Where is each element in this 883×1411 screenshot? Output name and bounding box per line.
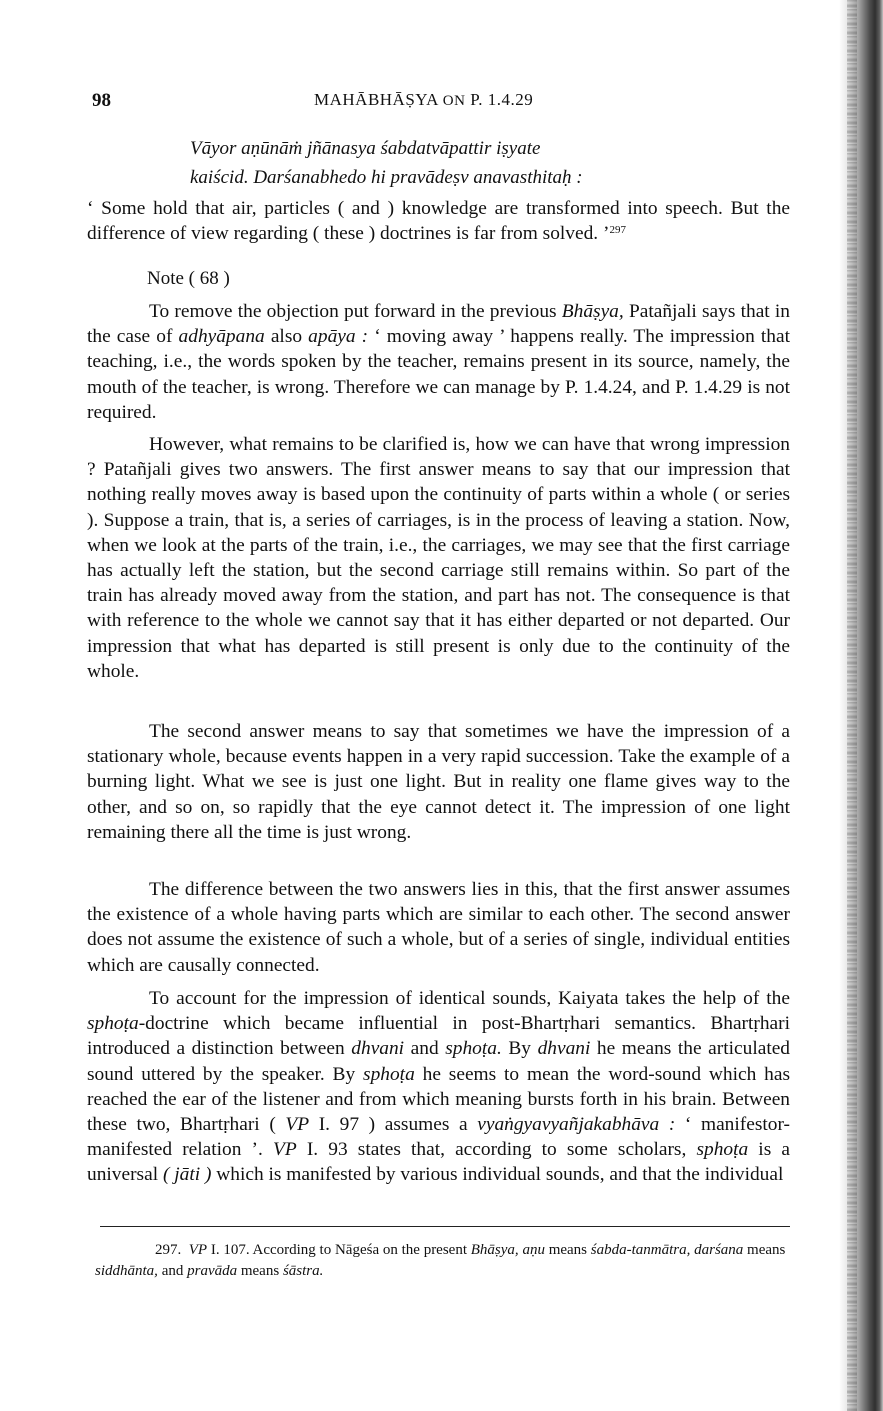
p5-text-m: I. 97 ) assumes a (309, 1114, 478, 1136)
p5-term-vp-2: VP (273, 1139, 297, 1161)
p1-text-c: Patañjali says that in the case of (87, 301, 790, 348)
p5-text-u: which is manifested by various individual sounds, and that the individual (211, 1164, 784, 1186)
p5-term-sphota-3: sphoṭa (363, 1063, 415, 1085)
p5-term-sphota-4: sphoṭa (696, 1139, 749, 1161)
p5-text-i: he means the articulated sound uttered by the speaker. By (87, 1038, 791, 1085)
paragraph-3: The second answer means to say that sometimes we have the impression of a stationary whole, because events happen in a very rapid succession. Take the example of a burning light. What we see is just one light. But in reality one flame gives way to the other, and so on, so rapidly that the eye cannot detect it. The impression of one light remaining there all the time is just wrong. (87, 721, 790, 843)
p5-text-c: -doctrine which became influential in post-Bhartṛhari semantics. Bhartṛhari introduced a distinction between (87, 1013, 790, 1060)
translation-text: ‘ Some hold that air, particles ( and ) knowledge are transformed into speech. But the difference of view regarding ( these ) doctrines is far from solved. ’ (87, 198, 790, 245)
fn-term-vp: VP (188, 1242, 208, 1258)
p1-term-adhyapana: adhyāpana (178, 326, 265, 348)
verse-line-2: kaiścid. Darśanabhedo hi pravādeṣv anavasthitaḥ : (190, 167, 583, 188)
fn-term-darsana: darśana (694, 1242, 744, 1258)
paragraph-4: The difference between the two answers lies in this, that the first answer assumes the existence of a whole having parts which are similar to each other. The second answer does not assume the existence of such a whole, but of a series of single, individual entities which are causally connected. (87, 879, 790, 976)
p1-text-g: ‘ moving away ’ happens really. The impression that teaching, i.e., the words spoken by the teacher, remains present in its source, namely, the mouth of the teacher, is wrong. Therefore we can manage by P. 1.4.24, and P. 1.4.29 is not required. (87, 326, 790, 423)
page-number: 98 (92, 90, 111, 111)
paragraph-2: However, what remains to be clarified is, how we can have that wrong impression ? Patañjali gives two answers. The first answer means to say that our impression that nothing really moves away is based upon the continuity of parts within a whole ( or series ). Suppose a train, that is, a series of carriages, is in the process of leaving a station. Now, when we look at the parts of the train, i.e., the carriages, we may see that the first carriage has actually left the station, but the second carriage still remains within. So part of the train has already moved away from the station, and part has not. The consequence is that with reference to the whole we cannot say that it has either departed or not departed. Our impression that what has departed is still present is only due to the continuity of the whole. (87, 434, 790, 682)
p1-term-bhasya: Bhāṣya, (561, 301, 624, 322)
footnote-297 (95, 1240, 795, 1282)
p1-text-a: To remove the objection put forward in the previous (149, 301, 562, 322)
p5-term-jati: ( jāti ) (162, 1164, 212, 1186)
running-head (314, 90, 533, 110)
fn-term-sabdatanmatra: śabda-tanmātra, (590, 1242, 691, 1258)
fn-term-anu: aṇu (522, 1242, 545, 1258)
verse-line-1: Vāyor aṇūnāṁ jñānasya śabdatvāpattir iṣyate (190, 138, 541, 159)
p5-term-vp: VP (285, 1114, 310, 1136)
paragraph-5 (87, 986, 790, 1188)
fn-term-pravada: pravāda (187, 1263, 238, 1279)
p1-term-apaya: apāya : (308, 326, 369, 348)
p5-term-dhvani-2: dhvani (537, 1038, 591, 1060)
fn-text-l: and (157, 1263, 188, 1279)
running-head-on: ON (442, 93, 466, 109)
p5-text-a: To account for the impression of identical sounds, Kaiyata takes the help of the (149, 988, 790, 1009)
verse-translation (87, 196, 790, 247)
fn-text-j: means (743, 1242, 786, 1258)
p5-term-dhvani: dhvani (351, 1038, 405, 1060)
p5-term-sphota: sphoṭa (87, 1013, 139, 1035)
p5-text-g: By (501, 1038, 538, 1060)
p5-term-sphota-2: sphoṭa. (445, 1038, 502, 1060)
p5-text-k: he seems to mean the word-sound which has reached the ear of the listener and from which meaning bursts forth in his brain. Between these two, Bhartṛhari ( (87, 1063, 790, 1136)
fn-term-bhasya: Bhāṣya, (470, 1242, 519, 1258)
note-heading: Note ( 68 ) (147, 268, 230, 289)
paragraph-1 (87, 299, 790, 425)
fn-text-f: means (544, 1242, 591, 1258)
footnote-number: 297. (155, 1242, 182, 1258)
p5-term-vyangya: vyaṅgyavyañjakabhāva : (477, 1114, 676, 1136)
scan-edge-shadow (839, 0, 883, 1411)
running-head-ref: P. 1.4.29 (470, 90, 534, 109)
fn-text-n: means (237, 1263, 283, 1279)
fn-term-siddhanta: siddhānta, (95, 1263, 158, 1279)
footnote-divider (100, 1226, 790, 1227)
page-header (92, 90, 782, 118)
fn-term-sastra: śāstra. (282, 1263, 324, 1279)
p1-text-e: also (264, 326, 309, 348)
fn-text-b: I. 107. According to Nāgeśa on the present (207, 1242, 471, 1258)
p5-text-o: ‘ manifestor-manifested relation ’. (87, 1114, 790, 1161)
p5-text-s: is a universal (87, 1139, 790, 1186)
p5-text-q: I. 93 states that, according to some scholars, (296, 1139, 697, 1161)
p5-text-e: and (404, 1038, 446, 1060)
footnote-ref: 297 (609, 224, 626, 237)
running-head-title: MAHĀBHĀṢYA (314, 90, 439, 109)
